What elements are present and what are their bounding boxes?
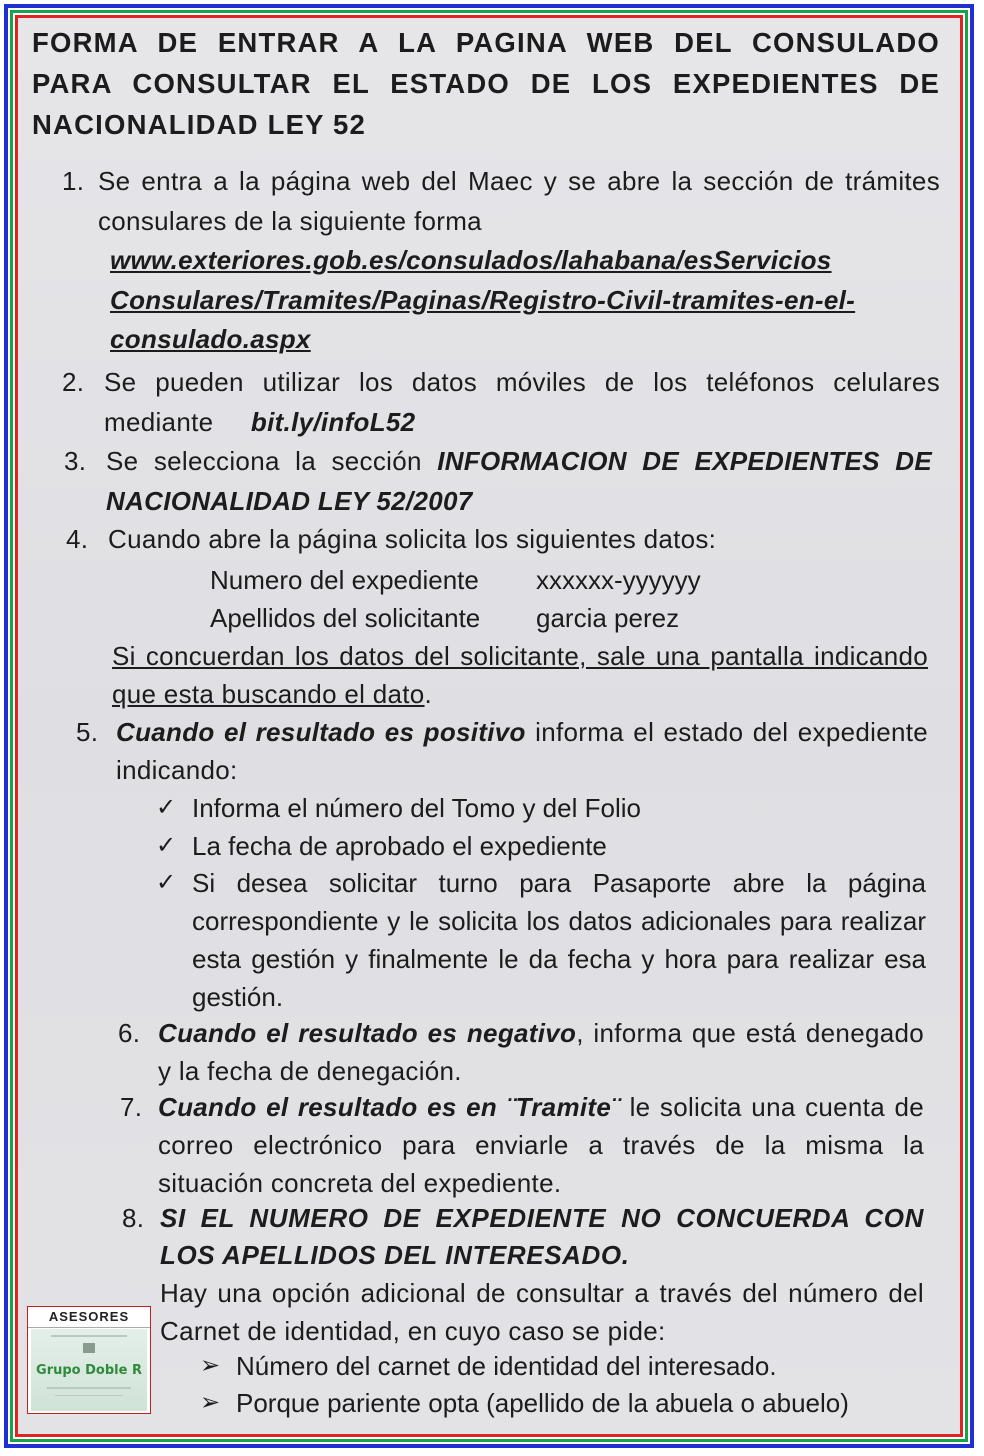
item-text: Cuando abre la página solicita los siguientes datos: — [108, 524, 717, 554]
list-item-6 — [118, 1014, 924, 1094]
field-value: xxxxxx-yyyyyy — [536, 565, 701, 595]
document-page — [18, 18, 960, 1434]
item-number: 8. — [122, 1203, 145, 1233]
field-expediente — [210, 561, 810, 599]
check-text: La fecha de aprobado el expediente — [192, 831, 607, 861]
item-8-text: Hay una opción adicional de consultar a través del número del Carnet de identidad, en cuyo caso se pide: — [160, 1278, 924, 1346]
check-item-3 — [156, 864, 926, 1016]
item-text: le solicita una cuenta de correo electrónico para enviarle a través de la misma la situación concreta del expediente. — [158, 1092, 924, 1198]
check-text: Informa el número del Tomo y del Folio — [192, 793, 641, 823]
check-icon: ✓ — [156, 794, 177, 821]
logo-name: Grupo Doble R — [36, 1363, 142, 1378]
item-text: Se entra a la página web del Maec y se abre la sección de trámites consulares de la siguiente forma — [98, 166, 940, 236]
item-number: 3. — [64, 446, 87, 476]
check-item-1 — [156, 789, 916, 827]
item-emphasis: Cuando el resultado es positivo — [116, 717, 526, 747]
field-label: Apellidos del solicitante — [210, 603, 481, 633]
note-text: Si concuerdan los datos del solicitante, sale una pantalla indicando que esta buscando el dato — [112, 641, 928, 709]
list-item-5 — [76, 713, 928, 793]
item-number: 5. — [76, 717, 99, 747]
section-name: INFORMACION DE EXPEDIENTES DE NACIONALIDAD LEY 52/2007 — [106, 446, 932, 516]
document-title: FORMA DE ENTRAR A LA PAGINA WEB DEL CONSULADO PARA CONSULTAR EL ESTADO DE LOS EXPEDIENTES DE NACIONALIDAD LEY 52 — [32, 27, 940, 140]
field-label: Numero del expediente — [210, 565, 479, 595]
logo-image — [31, 1329, 147, 1411]
list-item-3 — [64, 442, 942, 522]
asesores-logo — [27, 1306, 151, 1414]
check-icon: ✓ — [156, 869, 177, 896]
item-text: , informa que está denegado y la fecha de denegación. — [158, 1018, 924, 1086]
logo-header: ASESORES — [28, 1307, 150, 1328]
item-number: 7. — [120, 1092, 143, 1122]
list-item-2 — [62, 363, 942, 443]
item-text: Se selecciona la sección — [106, 446, 422, 476]
short-link[interactable]: bit.ly/infoL52 — [250, 406, 416, 437]
arrow-bullet-icon: ➢ — [200, 1389, 221, 1416]
arrow-item-1 — [200, 1347, 920, 1385]
arrow-text: Porque pariente opta (apellido de la abuela o abuelo) — [236, 1388, 849, 1418]
list-item-7 — [120, 1088, 924, 1208]
list-item-4 — [66, 520, 942, 560]
check-icon: ✓ — [156, 832, 177, 859]
item-4-note — [112, 637, 928, 717]
item-text: Se pueden utilizar los datos móviles de los teléfonos celulares mediante — [104, 367, 940, 437]
note-end: . — [424, 679, 433, 709]
item-number: 4. — [66, 524, 89, 554]
list-item-1 — [62, 162, 942, 362]
item-emphasis: SI EL NUMERO DE EXPEDIENTE NO CONCUERDA CON LOS APELLIDOS DEL INTERESADO. — [160, 1203, 924, 1270]
field-value: garcia perez — [536, 603, 680, 633]
arrow-bullet-icon: ➢ — [200, 1352, 221, 1379]
item-emphasis: Cuando el resultado es en ¨Tramite¨ — [158, 1092, 621, 1122]
check-item-2 — [156, 827, 916, 865]
item-number: 2. — [62, 367, 85, 397]
arrow-text: Número del carnet de identidad del interesado. — [236, 1351, 777, 1381]
consulate-link[interactable]: www.exteriores.gob.es/consulados/lahabana/esServicios Consulares/Tramites/Paginas/Registro-Civil-tramites-en-el-consulado.aspx — [110, 245, 856, 354]
item-text: informa el estado del expediente indicando: — [116, 717, 928, 785]
field-apellidos — [210, 599, 810, 637]
arrow-item-2 — [200, 1384, 920, 1422]
list-item-8 — [122, 1200, 924, 1280]
house-icon — [83, 1343, 95, 1353]
item-emphasis: Cuando el resultado es negativo — [158, 1018, 577, 1048]
item-number: 6. — [118, 1018, 141, 1048]
item-number: 1. — [62, 166, 85, 196]
check-text: Si desea solicitar turno para Pasaporte abre la página correspondiente y le solicita los datos adicionales para realizar esta gestión y finalmente le da fecha y hora para realizar esa gestión. — [192, 868, 926, 1012]
